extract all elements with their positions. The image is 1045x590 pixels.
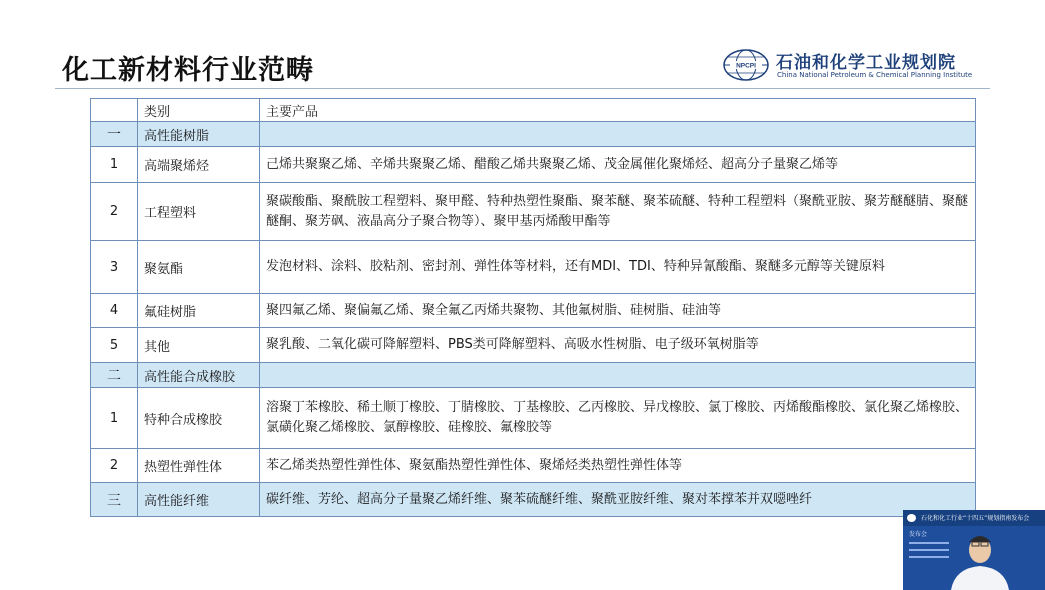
header-num — [91, 99, 138, 122]
video-backdrop-text — [909, 542, 949, 572]
logo-name: 石油和化学工业规划院 — [776, 53, 956, 73]
presenter-video-overlay — [903, 510, 1045, 590]
row-num: 2 — [91, 183, 138, 241]
section-row — [91, 122, 976, 147]
row-products: 发泡材料、涂料、胶粘剂、密封剂、弹性体等材料，还有MDI、TDI、特种异氰酸酯、聚醚多元醇等关键原料 — [260, 241, 976, 294]
table-row — [91, 294, 976, 328]
row-products: 苯乙烯类热塑性弹性体、聚氨酯热塑性弹性体、聚烯烃类热塑性弹性体等 — [260, 449, 976, 483]
row-num: 4 — [91, 294, 138, 328]
table-row — [91, 449, 976, 483]
section-num: 三 — [91, 483, 138, 517]
row-products: 聚四氟乙烯、聚偏氟乙烯、聚全氟乙丙烯共聚物、其他氟树脂、硅树脂、硅油等 — [260, 294, 976, 328]
row-num: 3 — [91, 241, 138, 294]
row-products: 溶聚丁苯橡胶、稀土顺丁橡胶、丁腈橡胶、丁基橡胶、乙丙橡胶、异戊橡胶、氯丁橡胶、丙烯酸酯橡胶、氯化聚乙烯橡胶、氯磺化聚乙烯橡胶、氯醇橡胶、硅橡胶、氟橡胶等 — [260, 388, 976, 449]
row-category: 特种合成橡胶 — [138, 388, 260, 449]
video-banner-text: 石化和化工行业“十四五”规划指南发布会 — [921, 515, 1030, 522]
logo-english-name: China National Petroleum & Chemical Planning Institute — [777, 71, 973, 79]
section-name: 高性能纤维 — [138, 483, 260, 517]
row-num: 1 — [91, 388, 138, 449]
row-num: 2 — [91, 449, 138, 483]
video-subtitle: 发布会 — [909, 531, 928, 538]
table-row — [91, 147, 976, 183]
section-row — [91, 483, 976, 517]
table-header-row — [91, 99, 976, 122]
title-divider — [55, 88, 990, 89]
section-name: 高性能树脂 — [138, 122, 260, 147]
table-row — [91, 183, 976, 241]
header-category: 类别 — [138, 99, 260, 122]
section-num: 二 — [91, 363, 138, 388]
materials-table — [90, 98, 976, 517]
row-category: 聚氨酯 — [138, 241, 260, 294]
row-category: 氟硅树脂 — [138, 294, 260, 328]
section-products — [260, 122, 976, 147]
page-title: 化工新材料行业范畴 — [62, 55, 314, 86]
row-products: 聚乳酸、二氧化碳可降解塑料、PBS类可降解塑料、高吸水性树脂、电子级环氧树脂等 — [260, 328, 976, 363]
video-banner — [903, 510, 1045, 526]
section-products — [260, 363, 976, 388]
row-category: 其他 — [138, 328, 260, 363]
row-category: 热塑性弹性体 — [138, 449, 260, 483]
table-row — [91, 328, 976, 363]
header-products: 主要产品 — [260, 99, 976, 122]
institute-logo — [722, 44, 1002, 88]
section-name: 高性能合成橡胶 — [138, 363, 260, 388]
broadcast-logo-icon — [907, 514, 916, 522]
section-row — [91, 363, 976, 388]
presenter-icon — [945, 528, 1015, 590]
row-products: 己烯共聚聚乙烯、辛烯共聚聚乙烯、醋酸乙烯共聚聚乙烯、茂金属催化聚烯烃、超高分子量聚乙烯等 — [260, 147, 976, 183]
row-category: 工程塑料 — [138, 183, 260, 241]
table-row — [91, 388, 976, 449]
row-products: 聚碳酸酯、聚酰胺工程塑料、聚甲醛、特种热塑性聚酯、聚苯醚、聚苯硫醚、特种工程塑料（聚酰亚胺、聚芳醚醚腈、聚醚醚酮、聚芳砜、液晶高分子聚合物等）、聚甲基丙烯酸甲酯等 — [260, 183, 976, 241]
globe-emblem-icon — [722, 48, 770, 82]
row-category: 高端聚烯烃 — [138, 147, 260, 183]
row-num: 1 — [91, 147, 138, 183]
table-row — [91, 241, 976, 294]
logo-emblem-text: NPCPI — [736, 62, 756, 70]
section-products: 碳纤维、芳纶、超高分子量聚乙烯纤维、聚苯硫醚纤维、聚酰亚胺纤维、聚对苯撑苯并双噁唑纤 — [260, 483, 976, 517]
section-num: 一 — [91, 122, 138, 147]
row-num: 5 — [91, 328, 138, 363]
